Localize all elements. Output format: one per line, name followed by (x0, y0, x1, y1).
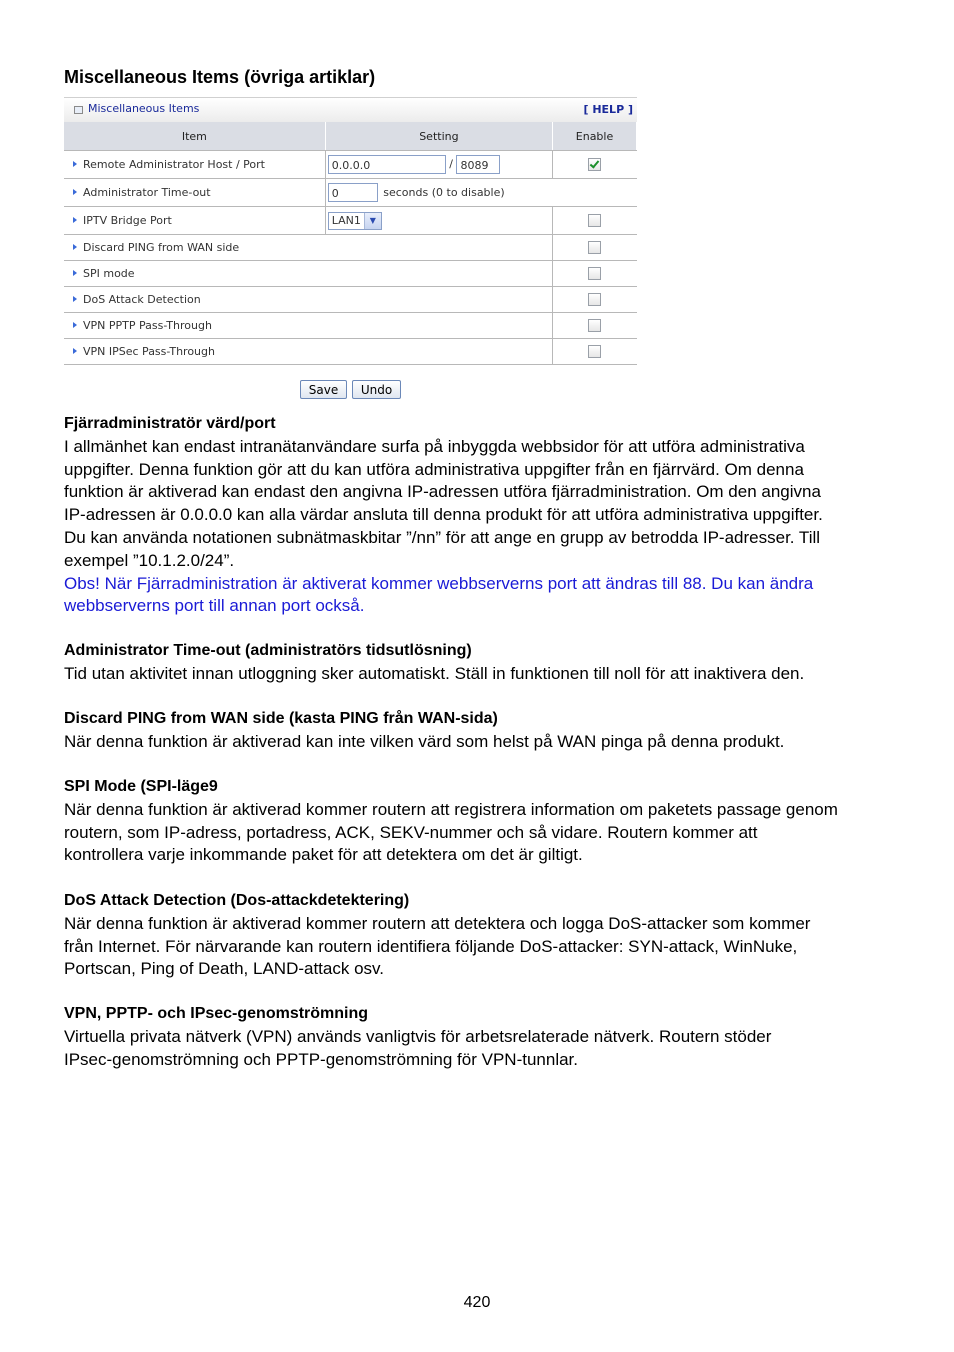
arrow-icon (73, 161, 77, 167)
timeout-input[interactable]: 0 (328, 183, 378, 202)
section-remote-admin (64, 413, 894, 618)
paragraph-line: Du kan använda notationen subnätmaskbitar ”/nn” för att ange en grupp av betrodda IP-adresser. Till (64, 527, 821, 547)
arrow-icon (73, 296, 77, 302)
row-admin-timeout (64, 179, 637, 207)
paragraph-line: uppgifter. Denna funktion gör att du kan utföra administrativa uppgifter från en fjärrvärd. Om denna (64, 459, 804, 479)
vpn-ipsec-checkbox[interactable] (588, 345, 601, 358)
section-vpn (64, 1003, 894, 1071)
dos-detection-checkbox[interactable] (588, 293, 601, 306)
panel-header (64, 97, 637, 122)
paragraph-line: exempel ”10.1.2.0/24”. (64, 550, 235, 570)
paragraph-line: När denna funktion är aktiverad kan inte vilken värd som helst på WAN pinga på denna produkt. (64, 731, 785, 751)
section-heading: SPI Mode (SPI-läge9 (64, 778, 218, 795)
chevron-down-icon[interactable]: ▼ (364, 213, 381, 229)
arrow-icon (73, 322, 77, 328)
panel-title: Miscellaneous Items (88, 102, 200, 115)
page-number: 420 (463, 1294, 491, 1311)
section-spi-mode (64, 776, 894, 867)
save-button[interactable]: Save (300, 380, 347, 399)
select-value: LAN1 (331, 213, 361, 227)
paragraph-line: IP-adressen är 0.0.0.0 kan alla värdar ansluta till denna produkt för att utföra administrativa uppgifter. (64, 505, 823, 525)
arrow-icon (73, 244, 77, 250)
row-label: VPN IPSec Pass-Through (83, 345, 215, 358)
row-iptv-bridge (64, 207, 637, 235)
paragraph-line: När denna funktion är aktiverad kommer routern att registrera information om paketets passage genom (64, 799, 838, 819)
row-label: Administrator Time-out (83, 186, 211, 199)
section-heading: Discard PING from WAN side (kasta PING från WAN-sida) (64, 710, 498, 727)
iptv-port-select[interactable] (328, 212, 382, 230)
section-heading: VPN, PPTP- och IPsec-genomströmning (64, 1005, 369, 1022)
spi-mode-checkbox[interactable] (588, 267, 601, 280)
row-spi-mode (64, 261, 637, 287)
paragraph-line: I allmänhet kan endast intranätanvändare surfa på inbyggda webbsidor för att utföra administrativa (64, 436, 805, 456)
help-link[interactable]: [ HELP ] (583, 103, 633, 116)
paragraph-line: Virtuella privata nätverk (VPN) används vanligtvis för arbetsrelaterade nätverk. Routern stöder (64, 1026, 772, 1046)
section-discard-ping (64, 708, 894, 754)
discard-ping-checkbox[interactable] (588, 241, 601, 254)
iptv-bridge-checkbox[interactable] (588, 214, 601, 227)
section-heading: Administrator Time-out (administratörs tidsutlösning) (64, 642, 472, 659)
row-label: DoS Attack Detection (83, 293, 201, 306)
section-heading: DoS Attack Detection (Dos-attackdetektering) (64, 892, 410, 909)
misc-items-panel (64, 97, 637, 365)
paragraph-line: från Internet. För närvarande kan routern identifiera följande DoS-attacker: SYN-attack, WinNuke, (64, 936, 798, 956)
row-label: IPTV Bridge Port (83, 214, 172, 227)
row-vpn-ipsec (64, 339, 637, 365)
remote-admin-checkbox[interactable] (588, 158, 601, 171)
row-label: Remote Administrator Host / Port (83, 158, 265, 171)
row-vpn-pptp (64, 313, 637, 339)
note-line: Obs! När Fjärradministration är aktiverat kommer webbserverns port att ändras till 88. Du kan ändra (64, 573, 814, 593)
paragraph-line: Tid utan aktivitet innan utloggning sker automatiskt. Ställ in funktionen till noll för att inaktivera den. (64, 663, 805, 683)
paragraph-line: IPsec-genomströmning och PPTP-genomströmning för VPN-tunnlar. (64, 1049, 579, 1069)
row-label: SPI mode (83, 267, 135, 280)
remote-port-input[interactable]: 8089 (456, 155, 500, 174)
arrow-icon (73, 348, 77, 354)
vpn-pptp-checkbox[interactable] (588, 319, 601, 332)
row-remote-admin (64, 151, 637, 179)
arrow-icon (73, 270, 77, 276)
paragraph-line: När denna funktion är aktiverad kommer routern att detektera och logga DoS-attacker som kommer (64, 913, 811, 933)
panel-box-icon (74, 106, 83, 114)
host-port-separator: / (449, 157, 453, 171)
header-item: Item (64, 122, 325, 151)
section-admin-timeout (64, 640, 894, 686)
undo-button[interactable]: Undo (352, 380, 401, 399)
section-dos-detection (64, 890, 894, 981)
paragraph-line: funktion är aktiverad kan endast den angivna IP-adressen utföra fjärradministration. Om den angivna (64, 482, 821, 502)
section-heading: Fjärradministratör värd/port (64, 415, 276, 432)
page-title: Miscellaneous Items (övriga artiklar) (64, 67, 376, 87)
timeout-suffix: seconds (0 to disable) (383, 185, 505, 199)
paragraph-line: routern, som IP-adress, portadress, ACK, SEKV-nummer och så vidare. Routern kommer att (64, 822, 758, 842)
note-line: webbserverns port till annan port också. (64, 596, 365, 616)
paragraph-line: kontrollera varje inkommande paket för att detektera om det är giltigt. (64, 845, 583, 865)
arrow-icon (73, 189, 77, 195)
header-enable: Enable (553, 122, 637, 151)
row-label: VPN PPTP Pass-Through (83, 319, 212, 332)
row-discard-ping (64, 235, 637, 261)
remote-host-input[interactable]: 0.0.0.0 (328, 155, 446, 174)
header-setting: Setting (325, 122, 552, 151)
arrow-icon (73, 217, 77, 223)
row-dos-detection (64, 287, 637, 313)
paragraph-line: Portscan, Ping of Death, LAND-attack osv. (64, 959, 384, 979)
settings-table (64, 122, 637, 365)
row-label: Discard PING from WAN side (83, 241, 240, 254)
